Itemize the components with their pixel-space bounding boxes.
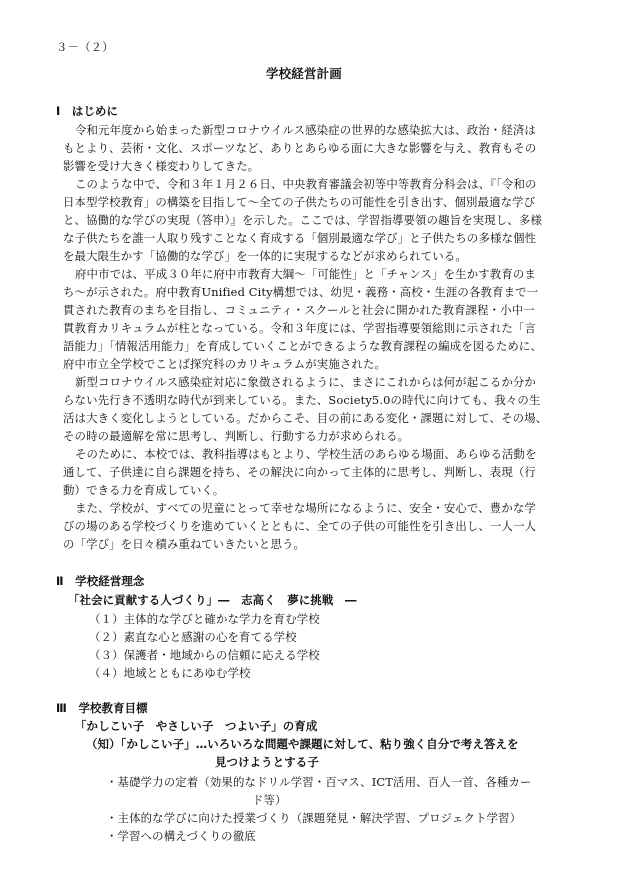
intro-paragraph-line: な子供たちを誰一人取り残すことなく育成する「個別最適な学び」と子供たちの多様な個性 <box>63 231 537 245</box>
intro-paragraph-line: もとより、芸術・文化、スポーツなど、ありとあらゆる面に大きな影響を与え、教育もその <box>63 141 537 155</box>
education-goal: 「かしこい子 やさしい子 つよい子」の育成 <box>75 719 318 733</box>
intro-paragraph-line: を最大限生かす「協働的な学び」を一体的に実現するなどが求められている。 <box>63 249 467 263</box>
intro-paragraph-line: ち～が示された。府中教育Unified City構想では、幼児・義務・高校・生涯の各教育まで一 <box>63 285 539 299</box>
philosophy-item: （１）主体的な学びと確かな学力を育む学校 <box>89 612 320 626</box>
section-heading-education-goals: Ⅲ 学校教育目標 <box>56 701 148 715</box>
intro-paragraph-line: このような中で、令和３年１月２６日、中央教育審議会初等中等教育分科会は、『「令和の <box>75 177 537 191</box>
section-heading-introduction: Ⅰ はじめに <box>56 104 119 118</box>
goal-bullet: ・基礎学力の定着（効果的なドリル学習・百マス、ICT活用、百人一首、各種カー <box>106 775 532 789</box>
goal-bullet: ・主体的な学びに向けた授業づくり（課題発見・解決学習、プロジェクト学習） <box>106 811 522 825</box>
intro-paragraph-line: 府中市では、平成３０年に府中市教育大綱～「可能性」と「チャンス」を生かす教育のま <box>75 267 536 281</box>
intro-paragraph-line: 日本型学校教育」の構築を目指して～全ての子供たちの可能性を引き出す、個別最適な学び <box>63 195 536 209</box>
intro-paragraph-line: 語能力」「情報活用能力」を育成していくことができるような教育課程の編成を図るために、 <box>63 339 543 353</box>
philosophy-item: （３）保護者・地域からの信頼に応える学校 <box>89 648 320 662</box>
intro-paragraph-line: 新型コロナウイルス感染症対応に象徴されるように、まさにこれからは何が起こるか分か <box>75 375 536 389</box>
intro-paragraph-line: 令和元年度から始まった新型コロナウイルス感染症の世界的な感染拡大は、政治・経済は <box>75 123 536 137</box>
philosophy-item: （２）素直な心と感謝の心を育てる学校 <box>89 630 297 644</box>
intro-paragraph-line: 貫教育カリキュラムが柱となっている。令和３年度には、学習指導要領総則に示された「言 <box>63 321 537 335</box>
page-title: 学校経営計画 <box>266 66 342 81</box>
goal-bullet-continued: ド等） <box>252 793 287 807</box>
intro-paragraph-line: びの場のある学校づくりを進めていくとともに、全ての子供の可能性を引き出し、一人一人 <box>63 519 537 533</box>
goal-subheading-continued: 見つけようとする子 <box>215 755 319 769</box>
intro-paragraph-line: 貫された教育のまちを目指し、コミュニティ・スクールと社会に開かれた教育課程・小中一 <box>63 303 535 317</box>
intro-paragraph-line: 影響を受け大きく様変わりしてきた。 <box>63 159 260 173</box>
section-heading-philosophy: Ⅱ 学校経営理念 <box>56 574 145 588</box>
intro-paragraph-line: また、学校が、すべての児童にとって幸せな場所になるように、安全・安心で、豊かな学 <box>75 501 536 515</box>
intro-paragraph-line: そのために、本校では、教科指導はもとより、学校生活のあらゆる場面、あらゆる活動を <box>75 447 537 461</box>
doc-number: ３－（２） <box>56 40 114 54</box>
intro-paragraph-line: 府中市立全学校でことば探究科のカリキュラムが実施された。 <box>63 357 387 371</box>
goal-subheading: （知）「かしこい子」…いろいろな問題や課題に対して、粘り強く自分で考え答えを <box>86 737 519 751</box>
intro-paragraph-line: その時の最適解を常に思考し、判断し、行動する力が求められる。 <box>63 429 410 443</box>
goal-bullet: ・学習への構えづくりの徹底 <box>106 829 256 843</box>
intro-paragraph-line: らない先行き不透明な時代が到来している。また、Society5.0の時代に向けても、我々の生 <box>63 393 541 407</box>
philosophy-item: （４）地域とともにあゆむ学校 <box>89 666 251 680</box>
intro-paragraph-line: 通して、子供達に自ら課題を持ち、その解決に向かって主体的に思考し、判断し、表現（行 <box>63 465 536 479</box>
intro-paragraph-line: 動）できる力を育成していく。 <box>63 483 225 497</box>
intro-paragraph-line: と、協働的な学びの実現（答申）』を示した。ここでは、学習指導要領の趣旨を実現し、多様 <box>63 213 543 227</box>
intro-paragraph-line: 活は大きく変化しようとしている。だからこそ、目の前にある変化・課題に対して、その場、 <box>63 411 548 425</box>
intro-paragraph-line: の「学び」を日々積み重ねていきたいと思う。 <box>63 537 306 551</box>
philosophy-motto: 「社会に貢献する人づくり」― 志高く 夢に挑戦 ― <box>68 593 357 607</box>
